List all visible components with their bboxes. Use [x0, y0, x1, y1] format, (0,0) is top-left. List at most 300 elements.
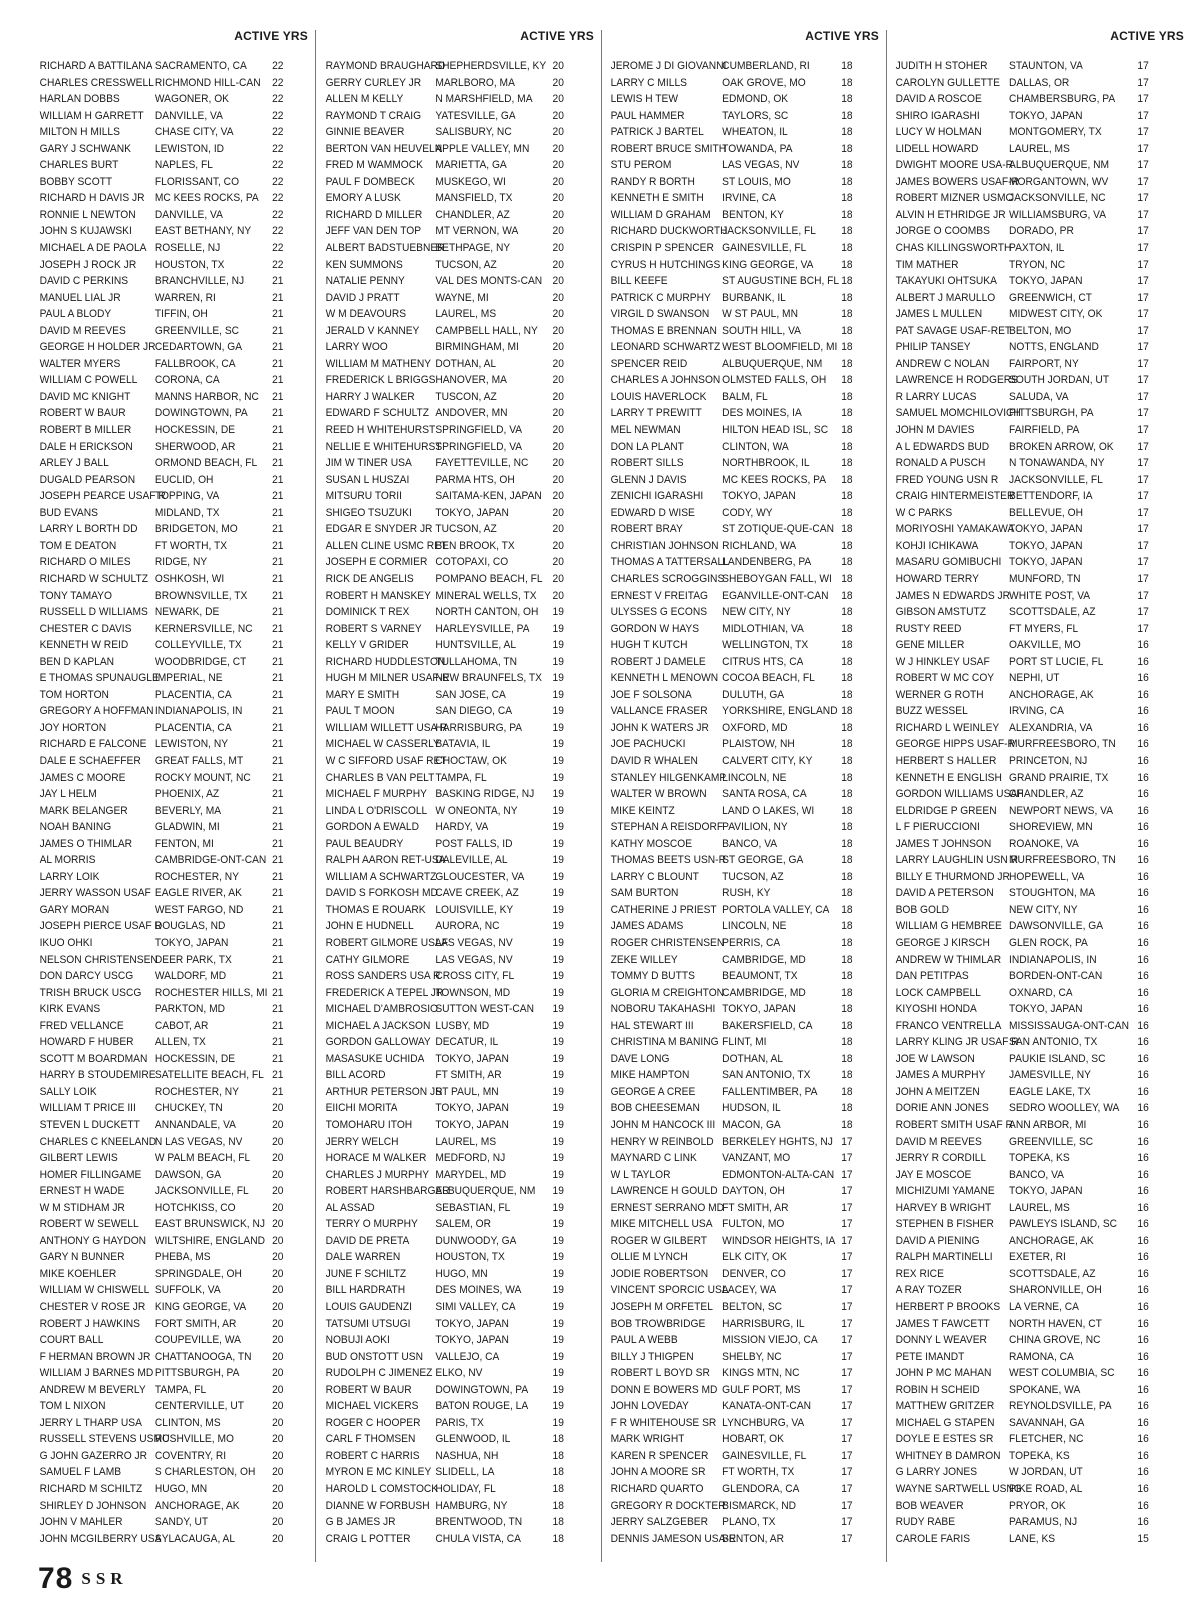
member-location: WAYNE, MI [435, 291, 489, 304]
member-row [34, 1134, 294, 1151]
member-active-years: 17 [1137, 589, 1149, 602]
member-active-years: 17 [1137, 159, 1149, 172]
member-location: BELTON, MO [1009, 324, 1072, 337]
member-name: HERBERT S HALLER [895, 754, 997, 767]
member-active-years: 16 [1137, 1449, 1149, 1462]
member-active-years: 17 [1137, 258, 1149, 271]
member-location: EXETER, RI [1009, 1251, 1066, 1264]
member-location: RICHLAND, WA [722, 539, 797, 552]
member-location: EDMONTON-ALTA-CAN [722, 1168, 835, 1181]
member-row [605, 538, 865, 555]
member-location: TAMPA, FL [435, 771, 487, 784]
member-row [34, 604, 294, 621]
member-row [320, 1382, 580, 1399]
member-row [605, 571, 865, 588]
member-active-years: 16 [1137, 639, 1149, 652]
member-row [890, 1233, 1169, 1250]
member-name: KIYOSHI HONDA [895, 1003, 977, 1016]
member-name: JERRY R CORDILL [895, 1152, 987, 1165]
member-location: PARAMUS, NJ [1009, 1516, 1078, 1529]
member-active-years: 16 [1137, 936, 1149, 949]
member-row [605, 207, 865, 224]
member-active-years: 19 [552, 1400, 564, 1413]
member-location: WOODBRIDGE, CT [154, 655, 247, 668]
member-location: HANOVER, MA [435, 374, 507, 387]
member-name: CHRISTINA M BANING [610, 1036, 719, 1049]
member-location: SACRAMENTO, CA [154, 60, 247, 72]
member-name: SPENCER REID [610, 357, 688, 370]
member-row [34, 488, 294, 505]
member-location: TAMPA, FL [154, 1383, 207, 1396]
member-row [320, 505, 580, 522]
member-location: BELTON, SC [722, 1301, 783, 1314]
member-list [890, 58, 1190, 1547]
member-location: N TONAWANDA, NY [1009, 457, 1105, 470]
member-active-years: 17 [841, 1400, 853, 1413]
member-location: ANCHORAGE, AK [154, 1499, 240, 1512]
member-location: MARLBORO, MA [435, 76, 515, 89]
member-row [34, 1398, 294, 1415]
member-name: LARRY LOIK [39, 870, 100, 883]
member-row [320, 422, 580, 439]
member-row [320, 306, 580, 323]
member-location: SHARONVILLE, OH [1009, 1284, 1102, 1297]
member-active-years: 19 [552, 1416, 564, 1429]
member-row [34, 1034, 294, 1051]
member-location: LINCOLN, NE [722, 920, 787, 933]
member-active-years: 21 [272, 721, 284, 734]
member-location: GREENVILLE, SC [154, 324, 240, 337]
member-active-years: 17 [1137, 192, 1149, 205]
member-location: MONTGOMERY, TX [1009, 126, 1102, 139]
member-name: WILLIAM J BARNES MD [39, 1367, 154, 1380]
member-location: WEST COLUMBIA, SC [1009, 1367, 1115, 1380]
member-name: LUCY W HOLMAN [895, 126, 982, 139]
member-active-years: 19 [552, 1085, 564, 1098]
member-location: PLANO, TX [722, 1516, 776, 1529]
member-location: BENTON, KY [722, 208, 784, 221]
member-location: PRINCETON, NJ [1009, 754, 1088, 767]
member-location: PAWLEYS ISLAND, SC [1009, 1218, 1118, 1231]
member-row [890, 621, 1169, 638]
member-active-years: 21 [272, 457, 284, 470]
member-row [34, 1067, 294, 1084]
member-row [890, 1117, 1169, 1134]
member-name: BEN D KAPLAN [39, 655, 115, 668]
member-active-years: 22 [272, 126, 284, 139]
member-name: ARLEY J BALL [39, 457, 109, 470]
member-name: TRISH BRUCK USCG [39, 986, 142, 999]
member-location: CEDARTOWN, GA [154, 341, 243, 354]
member-row [890, 1498, 1169, 1515]
member-location: NEPHI, UT [1009, 672, 1060, 685]
member-list [320, 58, 600, 1547]
member-name: CRAIG L POTTER [325, 1532, 411, 1545]
member-location: PLACENTIA, CA [154, 721, 232, 734]
member-location: HARDY, VA [435, 821, 489, 834]
member-active-years: 21 [272, 291, 284, 304]
member-location: SEDRO WOOLLEY, WA [1009, 1102, 1120, 1115]
member-name: ROBERT S VARNEY [325, 622, 422, 635]
member-active-years: 18 [841, 589, 853, 602]
member-active-years: 21 [272, 854, 284, 867]
member-row [605, 1481, 865, 1498]
member-name: GEORGE HIPPS USAF-R [895, 738, 1015, 751]
member-row [34, 736, 294, 753]
member-location: NEWARK, DE [154, 606, 220, 619]
member-row [605, 1051, 865, 1068]
member-location: SAN JOSE, CA [435, 688, 506, 701]
member-active-years: 18 [841, 754, 853, 767]
member-name: PAUL HAMMER [610, 109, 685, 122]
member-name: DUGALD PEARSON [39, 473, 136, 486]
member-location: DULUTH, GA [722, 688, 785, 701]
member-active-years: 16 [1137, 1284, 1149, 1297]
member-name: GREGORY A HOFFMAN [39, 705, 154, 718]
member-location: DOTHAN, AL [722, 1052, 784, 1065]
member-row [605, 1150, 865, 1167]
member-active-years: 18 [841, 192, 853, 205]
member-name: REED H WHITEHURST [325, 424, 436, 437]
member-active-years: 20 [272, 1433, 284, 1446]
member-location: SAITAMA-KEN, JAPAN [435, 490, 542, 503]
member-location: PORTOLA VALLEY, CA [722, 903, 830, 916]
member-location: REYNOLDSVILLE, PA [1009, 1400, 1112, 1413]
member-location: BEAUMONT, TX [722, 970, 798, 983]
member-location: BANCO, VA [1009, 1168, 1064, 1181]
member-name: LIDELL HOWARD [895, 142, 979, 155]
member-name: LEONARD SCHWARTZ [610, 341, 721, 354]
member-location: TOWANDA, PA [722, 142, 793, 155]
member-location: TOKYO, JAPAN [1009, 1003, 1083, 1016]
member-name: CATHY GILMORE [325, 953, 410, 966]
member-row [34, 1464, 294, 1481]
member-row [890, 1150, 1169, 1167]
member-location: MACON, GA [722, 1119, 781, 1131]
member-location: CABOT, AR [154, 1019, 209, 1032]
member-active-years: 16 [1137, 1350, 1149, 1363]
member-active-years: 16 [1137, 1152, 1149, 1165]
member-location: PERRIS, CA [722, 936, 781, 949]
member-row [605, 902, 865, 919]
member-name: JOE PACHUCKI [610, 738, 686, 751]
member-location: WILLIAMSBURG, VA [1009, 208, 1107, 221]
member-active-years: 21 [272, 424, 284, 437]
member-row [605, 174, 865, 191]
member-name: RALPH MARTINELLI [895, 1251, 993, 1264]
member-row [34, 108, 294, 125]
member-location: RUSH, KY [722, 887, 771, 900]
member-name: JOHN A MEITZEN [895, 1085, 980, 1098]
member-name: E THOMAS SPUNAUGLE [39, 672, 159, 685]
member-active-years: 19 [552, 1251, 564, 1264]
member-name: KAREN R SPENCER [610, 1449, 709, 1462]
member-name: LARRY C BLOUNT [610, 870, 699, 883]
member-active-years: 18 [841, 341, 853, 354]
member-active-years: 19 [552, 1168, 564, 1181]
member-active-years: 21 [272, 754, 284, 767]
member-active-years: 22 [272, 208, 284, 221]
member-name: JAY E MOSCOE [895, 1168, 972, 1181]
member-location: CORONA, CA [154, 374, 220, 387]
member-active-years: 18 [841, 242, 853, 255]
member-row [320, 240, 580, 257]
member-row [320, 1001, 580, 1018]
member-row [320, 935, 580, 952]
member-active-years: 17 [841, 1483, 853, 1496]
member-location: CALVERT CITY, KY [722, 754, 813, 767]
member-location: MANNS HARBOR, NC [154, 390, 259, 403]
member-active-years: 17 [1137, 424, 1149, 437]
member-name: ROBIN H SCHEID [895, 1383, 980, 1396]
member-location: HARRISBURG, IL [722, 1317, 805, 1330]
member-location: VANZANT, MO [722, 1152, 791, 1165]
member-row [890, 1431, 1169, 1448]
member-name: JOSEPH PIERCE USAF R [39, 920, 162, 933]
member-row [605, 1018, 865, 1035]
member-location: CAVE CREEK, AZ [435, 887, 519, 900]
member-name: ROGER C HOOPER [325, 1416, 421, 1429]
member-row [890, 869, 1169, 886]
member-row [34, 1216, 294, 1233]
member-active-years: 17 [841, 1267, 853, 1280]
member-row [605, 687, 865, 704]
member-name: GEORGE A CREE [610, 1085, 696, 1098]
member-location: DAYTON, OH [722, 1185, 785, 1198]
member-row [890, 1316, 1169, 1333]
member-location: CENTERVILLE, UT [154, 1400, 244, 1413]
member-location: PAUKIE ISLAND, SC [1009, 1052, 1106, 1065]
member-location: FORT SMITH, AR [154, 1317, 237, 1330]
member-row [605, 1316, 865, 1333]
member-row [605, 670, 865, 687]
member-location: CROSS CITY, FL [435, 970, 515, 983]
member-row [320, 736, 580, 753]
member-row [605, 422, 865, 439]
member-active-years: 18 [552, 1449, 564, 1462]
member-active-years: 17 [841, 1466, 853, 1479]
member-name: JOHN M HANCOCK III [610, 1119, 716, 1131]
member-row [34, 852, 294, 869]
roster-column-4 [890, 24, 1190, 1564]
member-row [890, 1398, 1169, 1415]
member-active-years: 17 [1137, 506, 1149, 519]
member-name: MICHAEL VICKERS [325, 1400, 419, 1413]
member-active-years: 20 [272, 1350, 284, 1363]
member-location: GULF PORT, MS [722, 1383, 801, 1396]
member-location: STAUNTON, VA [1009, 60, 1083, 72]
member-active-years: 19 [552, 672, 564, 685]
member-location: W JORDAN, UT [1009, 1466, 1083, 1479]
member-location: TULLAHOMA, TN [435, 655, 517, 668]
member-row [890, 273, 1169, 290]
member-row [320, 1150, 580, 1167]
member-row [320, 654, 580, 671]
member-name: ZENICHI IGARASHI [610, 490, 704, 503]
member-location: ST LOUIS, MO [722, 175, 791, 188]
member-name: BILL ACORD [325, 1069, 386, 1082]
member-location: MIDWEST CITY, OK [1009, 308, 1103, 321]
member-location: MANSFIELD, TX [435, 192, 513, 205]
member-row [890, 1266, 1169, 1283]
member-location: FAIRPORT, NY [1009, 357, 1079, 370]
member-row [34, 968, 294, 985]
member-location: SEBASTIAN, FL [435, 1201, 511, 1214]
member-name: CHESTER V ROSE JR [39, 1301, 146, 1314]
member-location: ANN ARBOR, MI [1009, 1119, 1087, 1131]
member-name: HARLAN DOBBS [39, 93, 120, 106]
member-row [320, 1415, 580, 1432]
member-active-years: 18 [841, 275, 853, 288]
member-name: MIKE KEINTZ [610, 804, 675, 817]
member-row [34, 1282, 294, 1299]
member-name: DAVID A PIENING [895, 1234, 980, 1247]
member-name: G JOHN GAZERRO JR [39, 1449, 148, 1462]
member-active-years: 17 [841, 1218, 853, 1231]
member-row [890, 1183, 1169, 1200]
member-name: GLORIA M CREIGHTON [610, 986, 725, 999]
member-row [34, 819, 294, 836]
member-row [890, 356, 1169, 373]
member-active-years: 17 [1137, 225, 1149, 238]
member-active-years: 19 [552, 1019, 564, 1032]
member-active-years: 21 [272, 936, 284, 949]
member-row [34, 58, 294, 75]
member-name: ALVIN H ETHRIDGE JR [895, 208, 1006, 221]
member-row [34, 240, 294, 257]
member-row [890, 1018, 1169, 1035]
member-active-years: 19 [552, 606, 564, 619]
member-active-years: 22 [272, 142, 284, 155]
member-list [34, 58, 314, 1547]
member-name: GEORGE J KIRSCH [895, 936, 990, 949]
member-row [890, 422, 1169, 439]
member-row [605, 339, 865, 356]
member-active-years: 16 [1137, 788, 1149, 801]
member-location: MT VERNON, WA [435, 225, 519, 238]
member-name: ROBERT BRAY [610, 523, 683, 536]
member-name: CATHERINE J PRIEST [610, 903, 717, 916]
member-active-years: 17 [1137, 242, 1149, 255]
member-location: SAN ANTONIO, TX [722, 1069, 811, 1082]
member-name: ROBERT W BAUR [39, 407, 126, 420]
member-row [320, 786, 580, 803]
member-active-years: 17 [1137, 407, 1149, 420]
member-active-years: 18 [841, 1069, 853, 1082]
member-active-years: 17 [1137, 175, 1149, 188]
member-name: HOWARD TERRY [895, 572, 979, 585]
member-name: JERRY SALZGEBER [610, 1516, 708, 1529]
member-active-years: 22 [272, 60, 284, 72]
member-location: COCOA BEACH, FL [722, 672, 815, 685]
member-active-years: 16 [1137, 1516, 1149, 1529]
member-active-years: 16 [1137, 887, 1149, 900]
member-name: VINCENT SPORCIC USA [610, 1284, 729, 1297]
member-location: WEST FARGO, ND [154, 903, 244, 916]
member-active-years: 18 [841, 821, 853, 834]
member-row [890, 968, 1169, 985]
member-name: TERRY O MURPHY [325, 1218, 418, 1231]
member-row [605, 75, 865, 92]
member-row [34, 720, 294, 737]
member-active-years: 16 [1137, 1168, 1149, 1181]
column-divider [886, 30, 887, 1562]
member-name: ROBERT W MC COY [895, 672, 995, 685]
member-active-years: 20 [552, 473, 564, 486]
member-name: GARY N BUNNER [39, 1251, 125, 1264]
member-row [890, 223, 1169, 240]
member-row [605, 1266, 865, 1283]
member-location: CLINTON, MS [154, 1416, 221, 1429]
member-active-years: 18 [841, 506, 853, 519]
member-name: JERRY WASSON USAF [39, 887, 151, 900]
member-location: IRVINE, CA [722, 192, 777, 205]
member-row [320, 621, 580, 638]
member-row [34, 472, 294, 489]
member-active-years: 19 [552, 821, 564, 834]
member-location: EDMOND, OK [722, 93, 789, 106]
member-row [890, 654, 1169, 671]
member-location: WEST BLOOMFIELD, MI [722, 341, 838, 354]
member-active-years: 16 [1137, 705, 1149, 718]
member-name: GENE MILLER [895, 639, 965, 652]
member-name: PAUL A WEBB [610, 1334, 678, 1347]
member-row [605, 323, 865, 340]
member-location: FT WORTH, TX [722, 1466, 795, 1479]
member-location: BEVERLY, MA [154, 804, 222, 817]
member-row [34, 885, 294, 902]
member-name: GORDON GALLOWAY [325, 1036, 431, 1049]
member-row [890, 290, 1169, 307]
member-name: RONNIE L NEWTON [39, 208, 136, 221]
member-name: WILLIAM WILLETT USA R [325, 721, 448, 734]
member-location: GLADWIN, MI [154, 821, 220, 834]
member-name: BUD EVANS [39, 506, 98, 519]
member-name: ROBERT C HARRIS [325, 1449, 420, 1462]
member-active-years: 21 [272, 804, 284, 817]
member-name: JEFF VAN DEN TOP [325, 225, 422, 238]
member-active-years: 20 [272, 1234, 284, 1247]
member-active-years: 20 [272, 1267, 284, 1280]
member-location: NOTTS, ENGLAND [1009, 341, 1099, 354]
member-active-years: 17 [1137, 490, 1149, 503]
member-name: ERNEST H WADE [39, 1185, 125, 1198]
member-row [890, 836, 1169, 853]
member-location: CHASE CITY, VA [154, 126, 234, 139]
member-location: JACKSONVILLE, FL [154, 1185, 249, 1198]
member-row [34, 439, 294, 456]
member-location: KING GEORGE, VA [722, 258, 814, 271]
member-row [34, 952, 294, 969]
member-name: MICHAEL A DE PAOLA [39, 242, 147, 255]
member-row [34, 836, 294, 853]
member-active-years: 18 [552, 1433, 564, 1446]
member-active-years: 18 [841, 1052, 853, 1065]
member-row [320, 1051, 580, 1068]
member-name: TONY TAMAYO [39, 589, 112, 602]
member-location: SHEBOYGAN FALL, WI [722, 572, 832, 585]
member-active-years: 17 [1137, 523, 1149, 536]
member-row [320, 339, 580, 356]
member-row [605, 985, 865, 1002]
member-active-years: 17 [1137, 457, 1149, 470]
member-active-years: 19 [552, 705, 564, 718]
member-row [605, 836, 865, 853]
member-active-years: 18 [841, 308, 853, 321]
member-name: GILBERT LEWIS [39, 1152, 118, 1165]
member-active-years: 20 [272, 1152, 284, 1165]
member-row [34, 1100, 294, 1117]
